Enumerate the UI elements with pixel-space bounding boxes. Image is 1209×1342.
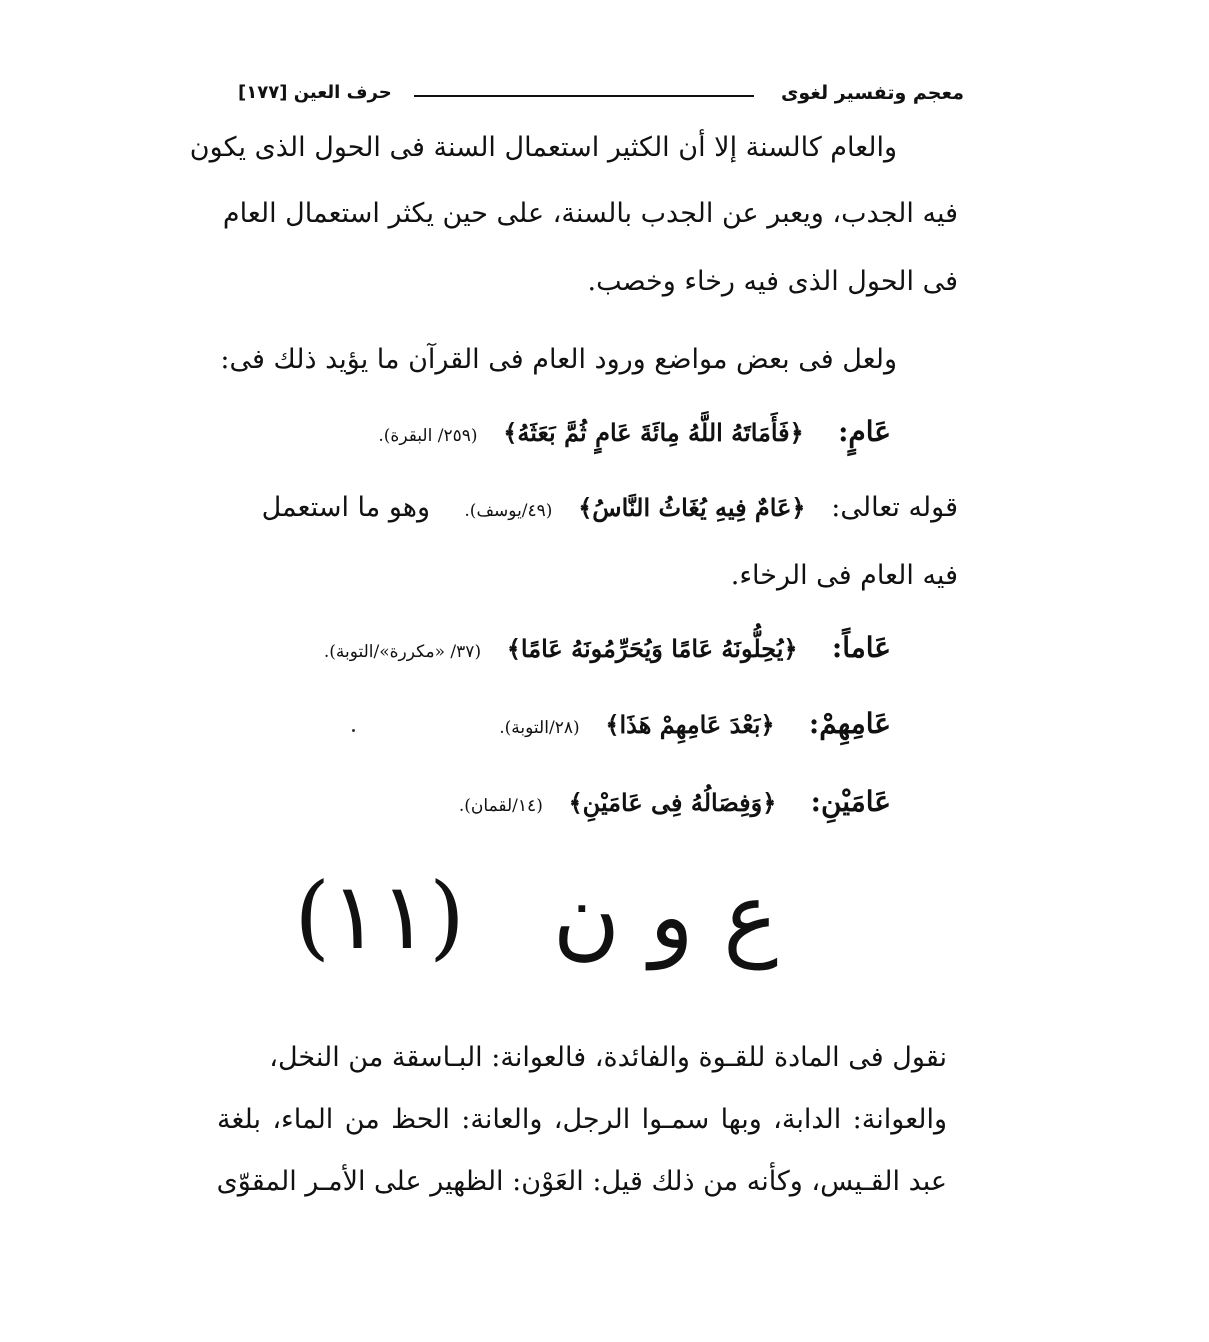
paragraph2-line1: ولعل فى بعض مواضع ورود العام فى القرآن ما يؤيد ذلك فى: <box>220 344 897 375</box>
verse-ref-yusuf: (٤٩/يوسف). <box>464 501 553 521</box>
quran-verse-tawbah-37: ﴿يُحِلُّونَهُ عَامًا وَيُحَرِّمُونَهُ عَامًا﴾ <box>506 634 798 663</box>
entry-word-aaman: عَاماً: <box>831 631 891 664</box>
entry-aamihim <box>499 706 891 746</box>
paragraph4-line2: والعوانة: الدابة، وبها سمـوا الرجل، والعانة: الحظ من الماء، بلغة <box>217 1104 947 1135</box>
page-header <box>238 80 964 112</box>
quran-verse-luqman: ﴿وَفِصَالُهُ فِى عَامَيْنِ﴾ <box>568 788 777 817</box>
section-page-number: حرف العين [١٧٧] <box>238 82 392 103</box>
entry-aam <box>378 414 891 454</box>
paragraph3-line1 <box>238 490 958 529</box>
book-title: معجم وتفسير لغوى <box>780 82 964 104</box>
paragraph1-line3: فى الحول الذى فيه رخاء وخصب. <box>587 266 958 297</box>
paragraph4-line3: عبد القـيس، وكأنه من ذلك قيل: العَوْن: الظهير على الأمـر المقوّى <box>216 1166 947 1197</box>
paragraph1-line2: فيه الجدب، ويعبر عن الجدب بالسنة، على حين يكثر استعمال العام <box>222 198 958 229</box>
quran-verse-baqarah: ﴿فَأَمَاتَهُ اللَّهُ مِائَةَ عَامٍ ثُمَّ بَعَثَهُ﴾ <box>503 418 804 447</box>
root-number: (١١) <box>294 863 465 970</box>
entry-aamayn <box>459 784 891 824</box>
verse-ref-tawbah-37: (٣٧/ «مكررة»/التوبة). <box>323 642 482 662</box>
paragraph3-suffix: وهو ما استعمل <box>261 492 431 523</box>
scan-speck <box>352 729 355 732</box>
entry-word-aam: عَامٍ: <box>838 415 891 448</box>
paragraph3-line2: فيه العام فى الرخاء. <box>730 560 958 591</box>
entry-aaman <box>324 630 891 670</box>
quran-verse-yusuf: ﴿عَامٌ فِيهِ يُغَاثُ النَّاسُ﴾ <box>578 493 806 522</box>
paragraph3-prefix: قوله تعالى: <box>831 492 958 523</box>
entry-word-aamayn: عَامَيْنِ: <box>810 785 891 818</box>
root-letters: ع و ن <box>552 863 778 970</box>
paragraph4-line1: نقول فى المادة للقـوة والفائدة، فالعوانة: البـاسقة من النخل، <box>269 1042 947 1073</box>
entry-word-aamihim: عَامِهِمْ: <box>808 707 891 740</box>
verse-ref-baqarah: (٢٥٩/ البقرة). <box>378 426 478 446</box>
root-heading <box>294 862 778 972</box>
verse-ref-luqman: (١٤/لقمان). <box>458 796 543 816</box>
quran-verse-tawbah-28: ﴿بَعْدَ عَامِهِمْ هَذَا﴾ <box>605 710 775 739</box>
paragraph1-line1: والعام كالسنة إلا أن الكثير استعمال السنة فى الحول الذى يكون <box>189 132 897 163</box>
verse-ref-tawbah-28: (٢٨/التوبة). <box>499 718 580 738</box>
header-rule <box>414 95 754 97</box>
